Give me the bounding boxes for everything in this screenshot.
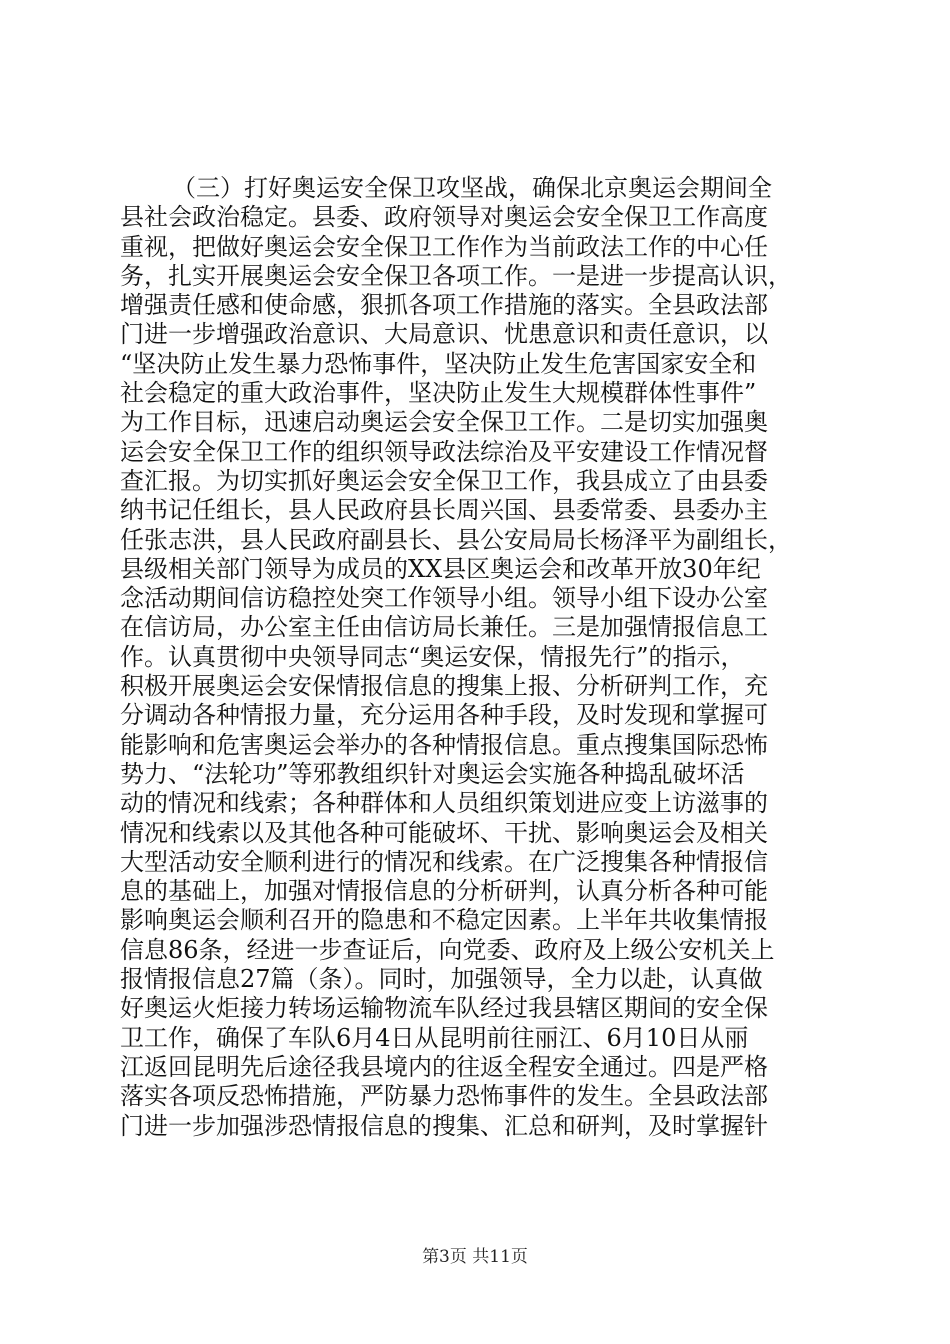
text-line: 任张志洪，县人民政府副县长、县公安局局长杨泽平为副组长， <box>120 525 792 554</box>
text-line: 报情报信息27篇（条）。同时，加强领导，全力以赴，认真做 <box>120 965 763 994</box>
text-line: （三）打好奥运安全保卫攻坚战，确保北京奥运会期间全 <box>172 174 772 202</box>
text-line: 影响奥运会顺利召开的隐患和不稳定因素。上半年共收集情报 <box>120 906 768 935</box>
text-line: 落实各项反恐怖措施，严防暴力恐怖事件的发生。全县政法部 <box>120 1082 768 1111</box>
text-line: 重视，把做好奥运会安全保卫工作作为当前政法工作的中心任 <box>120 232 768 261</box>
text-line: 作。认真贯彻中央领导同志“奥运安保，情报先行”的指示， <box>120 642 745 671</box>
text-line: 信息86条，经进一步查证后，向党委、政府及上级公安机关上 <box>120 935 775 964</box>
text-line: 为工作目标，迅速启动奥运会安全保卫工作。二是切实加强奥 <box>120 408 768 437</box>
text-line: 念活动期间信访稳控处突工作领导小组。领导小组下设办公室 <box>120 584 768 613</box>
text-line: 门进一步加强涉恐情报信息的搜集、汇总和研判，及时掌握针 <box>120 1111 768 1140</box>
text-line: 运会安全保卫工作的组织领导政法综治及平安建设工作情况督 <box>120 437 768 466</box>
text-line: 增强责任感和使命感，狠抓各项工作措施的落实。全县政法部 <box>120 291 768 320</box>
text-line: 能影响和危害奥运会举办的各种情报信息。重点搜集国际恐怖 <box>120 730 768 759</box>
text-line: 动的情况和线索；各种群体和人员组织策划进应变上访滋事的 <box>120 789 768 818</box>
text-line: 务，扎实开展奥运会安全保卫各项工作。一是进一步提高认识， <box>120 261 792 290</box>
text-line: 在信访局，办公室主任由信访局长兼任。三是加强情报信息工 <box>120 613 768 642</box>
body-paragraph <box>120 174 832 1141</box>
text-line: 江返回昆明先后途径我县境内的往返全程安全通过。四是严格 <box>120 1052 768 1081</box>
text-line: 查汇报。为切实抓好奥运会安全保卫工作，我县成立了由县委 <box>120 466 768 495</box>
text-line: 分调动各种情报力量，充分运用各种手段，及时发现和掌握可 <box>120 701 768 730</box>
text-line: 卫工作，确保了车队6月4日从昆明前往丽江、6月10日从丽 <box>120 1023 749 1052</box>
text-line: 势力、“法轮功”等邪教组织针对奥运会实施各种捣乱破坏活 <box>120 759 745 788</box>
text-line: 门进一步增强政治意识、大局意识、忧患意识和责任意识，以 <box>120 320 768 349</box>
text-line: 县级相关部门领导为成员的XX县区奥运会和改革开放30年纪 <box>120 554 761 583</box>
text-line: 情况和线索以及其他各种可能破坏、干扰、影响奥运会及相关 <box>120 818 768 847</box>
text-line: “坚决防止发生暴力恐怖事件，坚决防止发生危害国家安全和 <box>120 349 757 378</box>
text-line: 大型活动安全顺利进行的情况和线索。在广泛搜集各种情报信 <box>120 847 768 876</box>
text-line: 县社会政治稳定。县委、政府领导对奥运会安全保卫工作高度 <box>120 203 768 232</box>
text-line: 社会稳定的重大政治事件，坚决防止发生大规模群体性事件” <box>120 379 757 408</box>
text-line: 好奥运火炬接力转场运输物流车队经过我县辖区期间的安全保 <box>120 994 768 1023</box>
page-footer: 第3页 共11页 <box>422 1247 528 1267</box>
text-line: 纳书记任组长，县人民政府县长周兴国、县委常委、县委办主 <box>120 496 768 525</box>
text-line: 积极开展奥运会安保情报信息的搜集上报、分析研判工作，充 <box>120 672 768 701</box>
text-line: 息的基础上，加强对情报信息的分析研判，认真分析各种可能 <box>120 877 768 906</box>
